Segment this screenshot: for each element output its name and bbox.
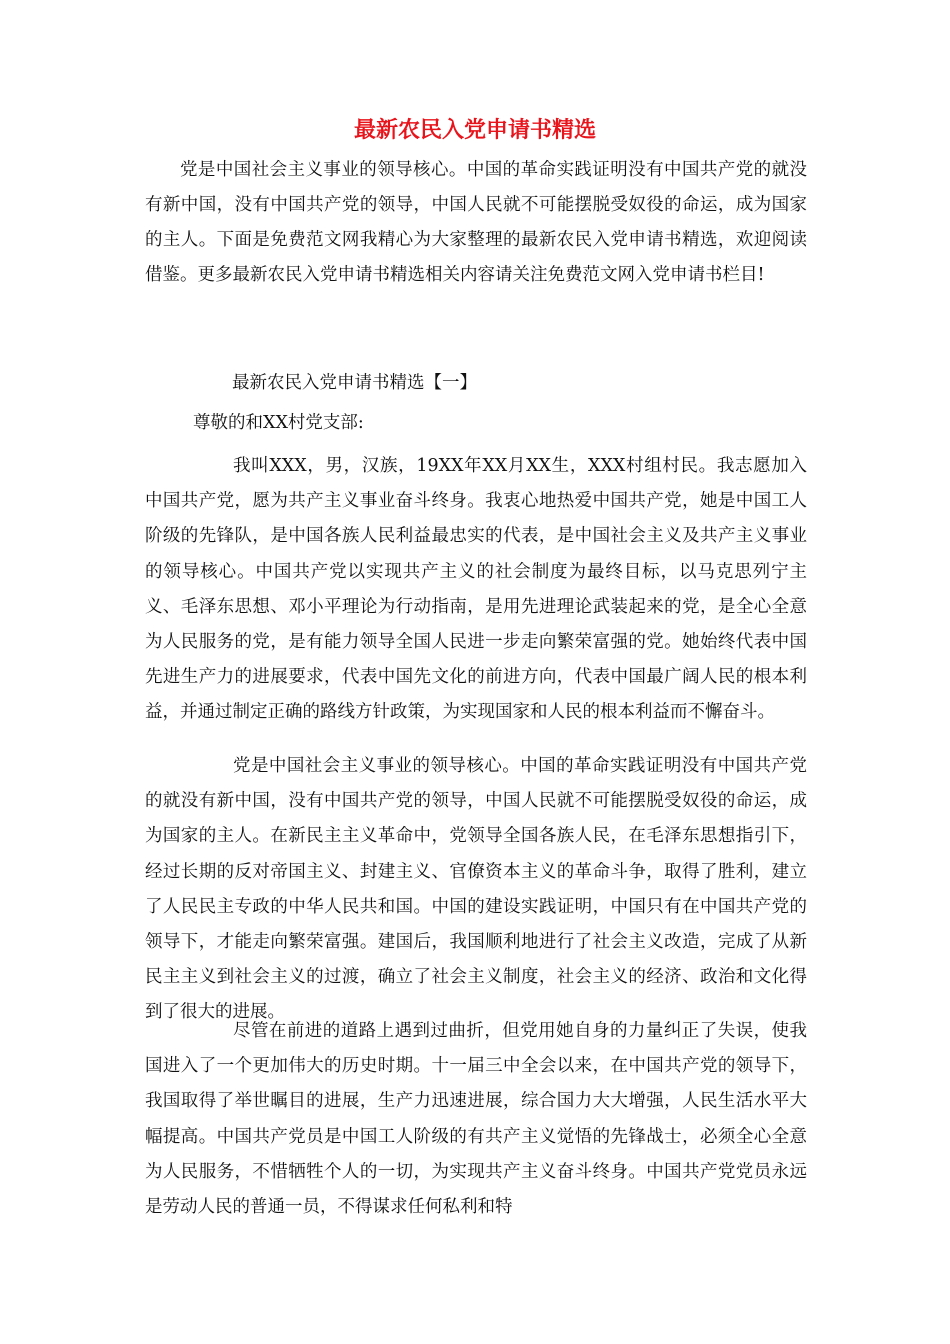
salutation: 尊敬的和XX村党支部: [193, 413, 364, 433]
body-paragraph-1: 我叫XXX，男，汉族，19XX年XX月XX生，XXX村组村民。我志愿加入中国共产党，愿为共产主义事业奋斗终身。我衷心地热爱中国共产党，她是中国工人阶级的先锋队，是中国各族人民利益最忠实的代表，是中国社会主义及共产主义事业的领导核心。中国共产党以实现共产主义的社会制度为最终目标，以马克思列宁主义、毛泽东思想、邓小平理论为行动指南，是用先进理论武装起来的党，是全心全意为人民服务的党，是有能力领导全国人民进一步走向繁荣富强的党。她始终代表中国先进生产力的进展要求，代表中国先文化的前进方向，代表中国最广阔人民的根本利益，并通过制定正确的路线方针政策，为实现国家和人民的根本利益而不懈奋斗。 [145, 456, 807, 723]
intro-paragraph: 党是中国社会主义事业的领导核心。中国的革命实践证明没有中国共产党的就没有新中国，没有中国共产党的领导，中国人民就不可能摆脱受奴役的命运，成为国家的主人。下面是免费范文网我精心为大家整理的最新农民入党申请书精选，欢迎阅读借鉴。更多最新农民入党申请书精选相关内容请关注免费范文网入党申请书栏目! [145, 160, 807, 285]
body-paragraph-2: 党是中国社会主义事业的领导核心。中国的革命实践证明没有中国共产党的就没有新中国，没有中国共产党的领导，中国人民就不可能摆脱受奴役的命运，成为国家的主人。在新民主主义革命中，党领导全国各族人民，在毛泽东思想指引下，经过长期的反对帝国主义、封建主义、官僚资本主义的革命斗争，取得了胜利，建立了人民民主专政的中华人民共和国。中国的建设实践证明，中国只有在中国共产党的领导下，才能走向繁荣富强。建国后，我国顺利地进行了社会主义改造，完成了从新民主主义到社会主义的过渡，确立了社会主义制度，社会主义的经济、政治和文化得到了很大的进展。 [145, 756, 807, 1023]
body-paragraph-3: 尽管在前进的道路上遇到过曲折，但党用她自身的力量纠正了失误，使我国进入了一个更加伟大的历史时期。十一届三中全会以来，在中国共产党的领导下，我国取得了举世瞩目的进展，生产力迅速进展，综合国力大大增强，人民生活水平大幅提高。中国共产党员是中国工人阶级的有共产主义觉悟的先锋战士，必须全心全意为人民服务，不惜牺牲个人的一切，为实现共产主义奋斗终身。中国共产党党员永远是劳动人民的普通一员，不得谋求任何私利和特 [145, 1021, 807, 1218]
section-heading: 最新农民入党申请书精选【一】 [232, 373, 477, 393]
document-title: 最新农民入党申请书精选 [353, 118, 596, 143]
